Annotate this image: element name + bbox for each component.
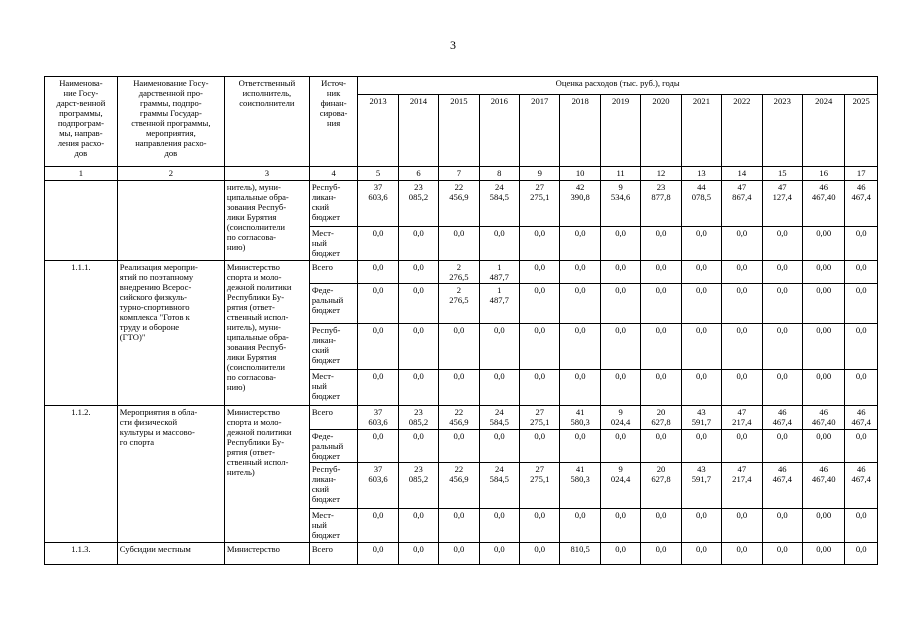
amount-cell: 27 275,1: [520, 406, 560, 430]
amount-cell: 0,0: [600, 324, 640, 370]
header-funding-source: Источ- ник финан- сирова- ния: [309, 77, 358, 167]
amount-cell: 24 584,5: [479, 406, 519, 430]
amount-cell: 0,0: [479, 227, 519, 261]
amount-cell: 47 217,4: [722, 406, 762, 430]
year-header: 2017: [520, 95, 560, 167]
column-number: 11: [600, 167, 640, 181]
amount-cell: 0,0: [600, 284, 640, 324]
row-event-name: Реализация меропри- ятий по поэтапному внедрению Всерос- сийского физкуль- турно-спортивного комплекса "Готов к труду и обороне (ГТО)": [117, 261, 224, 406]
amount-cell: 37 603,6: [358, 181, 398, 227]
amount-cell: 0,0: [358, 284, 398, 324]
amount-cell: 0,00: [802, 261, 844, 284]
row-code: 1.1.2.: [45, 406, 118, 543]
amount-cell: 23 085,2: [398, 406, 438, 430]
header-row-numbers: [45, 167, 878, 181]
amount-cell: 0,0: [641, 284, 681, 324]
amount-cell: 0,0: [722, 261, 762, 284]
amount-cell: 37 603,6: [358, 406, 398, 430]
row-code: 1.1.3.: [45, 543, 118, 565]
amount-cell: 0,0: [398, 509, 438, 543]
amount-cell: 0,0: [358, 324, 398, 370]
amount-cell: 0,0: [600, 370, 640, 406]
amount-cell: 47 127,4: [762, 181, 802, 227]
row-event-name: Субсидии местным: [117, 543, 224, 565]
amount-cell: 46 467,40: [802, 181, 844, 227]
row-executor: Министерство спорта и моло- дежной политики Республики Бу- рятия (ответ- ственный испол- нитель), муни- ципальные обра- зования Респуб- лики Бурятия (соисполнители по согласова- нию): [224, 261, 309, 406]
amount-cell: 0,0: [560, 324, 600, 370]
header-row-1: [45, 77, 878, 95]
amount-cell: 46 467,40: [802, 406, 844, 430]
amount-cell: 46 467,4: [762, 406, 802, 430]
amount-cell: 46 467,4: [845, 463, 878, 509]
amount-cell: 0,0: [479, 509, 519, 543]
amount-cell: 0,0: [560, 370, 600, 406]
year-header: 2022: [722, 95, 762, 167]
amount-cell: 9 534,6: [600, 181, 640, 227]
amount-cell: 23 085,2: [398, 463, 438, 509]
amount-cell: 0,0: [762, 227, 802, 261]
row-executor: Министерство: [224, 543, 309, 565]
row-event-name: Мероприятия в обла- сти физической культуры и массово- го спорта: [117, 406, 224, 543]
amount-cell: 27 275,1: [520, 181, 560, 227]
amount-cell: 0,0: [762, 430, 802, 463]
amount-cell: 0,0: [358, 543, 398, 565]
amount-cell: 0,0: [358, 227, 398, 261]
amount-cell: 0,00: [802, 430, 844, 463]
table-row: [45, 181, 878, 227]
funding-source: Всего: [309, 543, 358, 565]
funding-source: Всего: [309, 261, 358, 284]
amount-cell: 0,0: [520, 543, 560, 565]
header-program-name: Наименова- ние Госу- дарст-венной программы, подпрограм- мы, направ- ления расхо- дов: [45, 77, 118, 167]
amount-cell: 0,0: [722, 227, 762, 261]
amount-cell: 0,00: [802, 509, 844, 543]
amount-cell: 0,0: [398, 227, 438, 261]
amount-cell: 0,0: [762, 324, 802, 370]
amount-cell: 0,0: [681, 509, 721, 543]
column-number: 16: [802, 167, 844, 181]
table-row: [45, 406, 878, 430]
year-header: 2019: [600, 95, 640, 167]
amount-cell: 0,0: [762, 284, 802, 324]
amount-cell: 0,00: [802, 370, 844, 406]
amount-cell: 0,0: [520, 430, 560, 463]
column-number: 14: [722, 167, 762, 181]
amount-cell: 0,0: [641, 370, 681, 406]
budget-table: [44, 76, 878, 565]
row-event-name: [117, 181, 224, 261]
amount-cell: 0,0: [722, 370, 762, 406]
amount-cell: 0,00: [802, 227, 844, 261]
amount-cell: 0,0: [358, 261, 398, 284]
funding-source: Феде- ральный бюджет: [309, 430, 358, 463]
amount-cell: 0,0: [520, 324, 560, 370]
amount-cell: 22 456,9: [439, 463, 479, 509]
column-number: 12: [641, 167, 681, 181]
amount-cell: 9 024,4: [600, 463, 640, 509]
amount-cell: 0,0: [681, 261, 721, 284]
column-number: 6: [398, 167, 438, 181]
amount-cell: 0,0: [762, 370, 802, 406]
amount-cell: 0,0: [560, 284, 600, 324]
amount-cell: 0,0: [439, 543, 479, 565]
amount-cell: 0,0: [600, 430, 640, 463]
amount-cell: 0,0: [681, 227, 721, 261]
column-number: 4: [309, 167, 358, 181]
header-estimate: Оценка расходов (тыс. руб.), годы: [358, 77, 878, 95]
amount-cell: 810,5: [560, 543, 600, 565]
amount-cell: 20 627,8: [641, 463, 681, 509]
amount-cell: 0,0: [560, 430, 600, 463]
amount-cell: 0,0: [479, 324, 519, 370]
column-number: 7: [439, 167, 479, 181]
amount-cell: 0,0: [845, 284, 878, 324]
amount-cell: 24 584,5: [479, 181, 519, 227]
amount-cell: 0,0: [398, 261, 438, 284]
amount-cell: 24 584,5: [479, 463, 519, 509]
amount-cell: 0,0: [479, 430, 519, 463]
amount-cell: 0,0: [722, 324, 762, 370]
amount-cell: 0,0: [845, 324, 878, 370]
column-number: 15: [762, 167, 802, 181]
row-executor: нитель), муни- ципальные обра- зования Респуб- лики Бурятия (соисполнители по согласова- нию): [224, 181, 309, 261]
column-number: 2: [117, 167, 224, 181]
amount-cell: 2 276,5: [439, 261, 479, 284]
amount-cell: 0,00: [802, 324, 844, 370]
table-row: [45, 543, 878, 565]
amount-cell: 0,0: [520, 261, 560, 284]
column-number: 8: [479, 167, 519, 181]
amount-cell: 0,0: [722, 430, 762, 463]
amount-cell: 22 456,9: [439, 406, 479, 430]
amount-cell: 27 275,1: [520, 463, 560, 509]
amount-cell: 2 276,5: [439, 284, 479, 324]
amount-cell: 0,0: [398, 543, 438, 565]
amount-cell: 0,0: [600, 261, 640, 284]
amount-cell: 0,0: [641, 261, 681, 284]
amount-cell: 1 487,7: [479, 261, 519, 284]
amount-cell: 20 627,8: [641, 406, 681, 430]
funding-source: Респуб- ликан- ский бюджет: [309, 324, 358, 370]
amount-cell: 0,0: [398, 284, 438, 324]
amount-cell: 41 580,3: [560, 406, 600, 430]
amount-cell: 0,0: [479, 543, 519, 565]
amount-cell: 0,0: [520, 370, 560, 406]
amount-cell: 47 217,4: [722, 463, 762, 509]
amount-cell: 0,0: [845, 543, 878, 565]
funding-source: Всего: [309, 406, 358, 430]
amount-cell: 0,0: [681, 543, 721, 565]
row-code: [45, 181, 118, 261]
table-row: [45, 261, 878, 284]
amount-cell: 46 467,4: [845, 406, 878, 430]
amount-cell: 22 456,9: [439, 181, 479, 227]
amount-cell: 0,0: [762, 261, 802, 284]
amount-cell: 44 078,5: [681, 181, 721, 227]
year-header: 2014: [398, 95, 438, 167]
amount-cell: 0,0: [845, 261, 878, 284]
amount-cell: 0,0: [722, 284, 762, 324]
funding-source: Респуб- ликан- ский бюджет: [309, 181, 358, 227]
amount-cell: 0,0: [845, 370, 878, 406]
amount-cell: 0,0: [439, 370, 479, 406]
amount-cell: 0,0: [641, 430, 681, 463]
amount-cell: 0,0: [681, 370, 721, 406]
amount-cell: 0,0: [641, 543, 681, 565]
amount-cell: 0,0: [600, 227, 640, 261]
year-header: 2025: [845, 95, 878, 167]
amount-cell: 0,0: [520, 509, 560, 543]
amount-cell: 0,0: [439, 227, 479, 261]
amount-cell: 0,0: [722, 509, 762, 543]
amount-cell: 0,0: [439, 509, 479, 543]
amount-cell: 0,0: [560, 261, 600, 284]
amount-cell: 0,0: [560, 509, 600, 543]
amount-cell: 0,0: [358, 509, 398, 543]
amount-cell: 0,0: [600, 509, 640, 543]
amount-cell: 0,0: [358, 370, 398, 406]
page-number: 3: [450, 38, 456, 52]
amount-cell: 0,0: [520, 284, 560, 324]
amount-cell: 0,00: [802, 284, 844, 324]
year-header: 2015: [439, 95, 479, 167]
column-number: 3: [224, 167, 309, 181]
amount-cell: 47 867,4: [722, 181, 762, 227]
amount-cell: 0,0: [641, 509, 681, 543]
amount-cell: 0,0: [560, 227, 600, 261]
amount-cell: 0,0: [358, 430, 398, 463]
row-executor: Министерство спорта и моло- дежной политики Республики Бу- рятия (ответ- ственный испол- нитель): [224, 406, 309, 543]
funding-source: Мест- ный бюджет: [309, 227, 358, 261]
year-header: 2020: [641, 95, 681, 167]
amount-cell: 0,0: [845, 509, 878, 543]
amount-cell: 37 603,6: [358, 463, 398, 509]
amount-cell: 43 591,7: [681, 406, 721, 430]
header-event-name: Наименование Госу- дарственной про- граммы, подпро- граммы Государ- ственной программы, мероприятия, направления расхо- дов: [117, 77, 224, 167]
column-number: 17: [845, 167, 878, 181]
amount-cell: 41 580,3: [560, 463, 600, 509]
column-number: 10: [560, 167, 600, 181]
amount-cell: 0,0: [845, 227, 878, 261]
amount-cell: 0,0: [641, 227, 681, 261]
amount-cell: 0,0: [722, 543, 762, 565]
year-header: 2016: [479, 95, 519, 167]
column-number: 13: [681, 167, 721, 181]
amount-cell: 23 877,8: [641, 181, 681, 227]
amount-cell: 0,0: [479, 370, 519, 406]
year-header: 2024: [802, 95, 844, 167]
amount-cell: 0,0: [641, 324, 681, 370]
amount-cell: 0,0: [681, 284, 721, 324]
amount-cell: 0,0: [398, 430, 438, 463]
amount-cell: 0,0: [439, 324, 479, 370]
amount-cell: 0,0: [681, 324, 721, 370]
funding-source: Мест- ный бюджет: [309, 370, 358, 406]
amount-cell: 9 024,4: [600, 406, 640, 430]
amount-cell: 0,0: [762, 543, 802, 565]
header-executor: Ответственный исполнитель, соисполнители: [224, 77, 309, 167]
amount-cell: 0,0: [600, 543, 640, 565]
amount-cell: 0,0: [681, 430, 721, 463]
amount-cell: 46 467,4: [845, 181, 878, 227]
amount-cell: 46 467,40: [802, 463, 844, 509]
amount-cell: 43 591,7: [681, 463, 721, 509]
funding-source: Респуб- ликан- ский бюджет: [309, 463, 358, 509]
amount-cell: 0,0: [398, 370, 438, 406]
year-header: 2021: [681, 95, 721, 167]
column-number: 9: [520, 167, 560, 181]
amount-cell: 0,0: [398, 324, 438, 370]
year-header: 2013: [358, 95, 398, 167]
year-header: 2018: [560, 95, 600, 167]
amount-cell: 0,00: [802, 543, 844, 565]
amount-cell: 0,0: [520, 227, 560, 261]
amount-cell: 0,0: [762, 509, 802, 543]
funding-source: Мест- ный бюджет: [309, 509, 358, 543]
amount-cell: 42 390,8: [560, 181, 600, 227]
amount-cell: 0,0: [845, 430, 878, 463]
row-code: 1.1.1.: [45, 261, 118, 406]
amount-cell: 1 487,7: [479, 284, 519, 324]
amount-cell: 23 085,2: [398, 181, 438, 227]
amount-cell: 0,0: [439, 430, 479, 463]
amount-cell: 46 467,4: [762, 463, 802, 509]
funding-source: Феде- ральный бюджет: [309, 284, 358, 324]
column-number: 1: [45, 167, 118, 181]
column-number: 5: [358, 167, 398, 181]
year-header: 2023: [762, 95, 802, 167]
